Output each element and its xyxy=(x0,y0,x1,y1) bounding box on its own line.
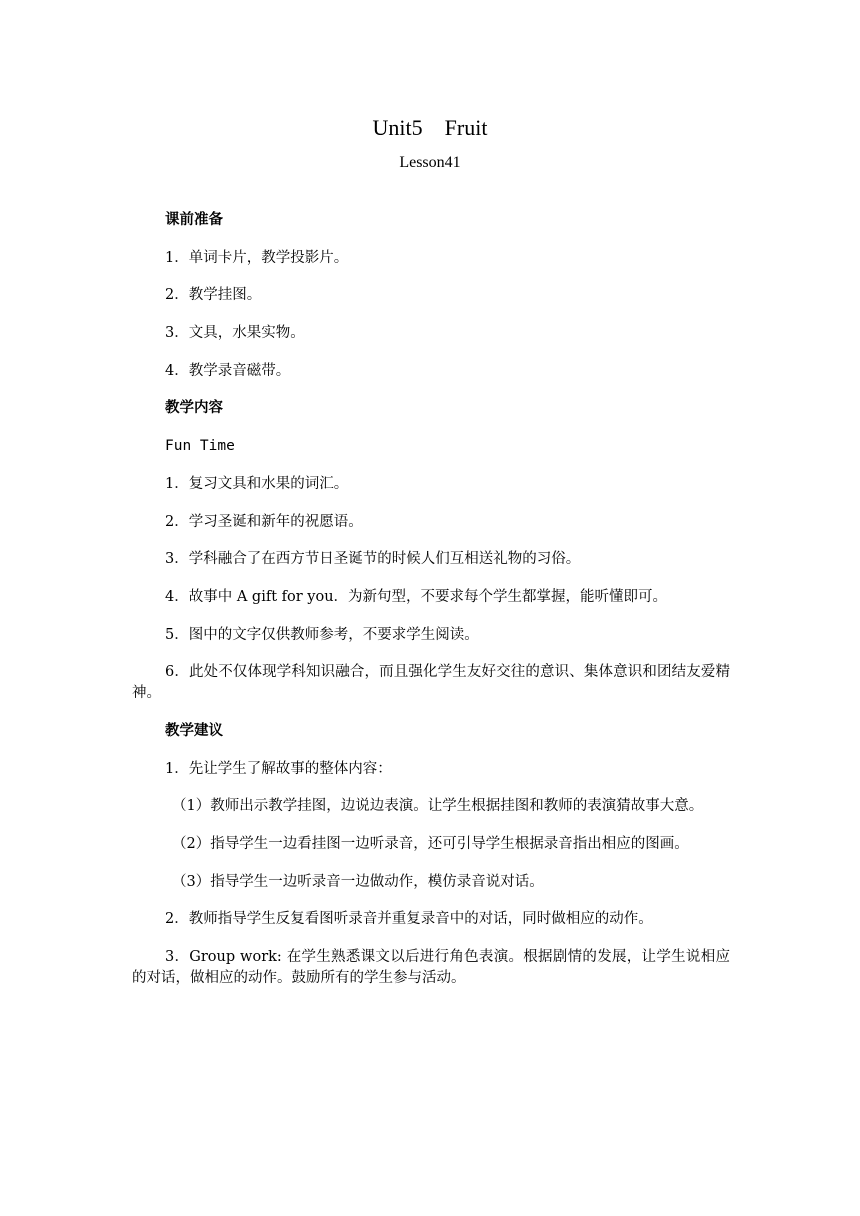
document-title xyxy=(0,114,860,142)
section-heading-content: 教学内容 xyxy=(165,400,223,417)
prep-item-3: 3．文具，水果实物。 xyxy=(165,325,305,342)
suggest-item-2: 2．教师指导学生反复看图听录音并重复录音中的对话，同时做相应的动作。 xyxy=(165,911,653,928)
unit-label: Unit5 xyxy=(372,115,423,140)
suggest-subitem-3: （3）指导学生一边听录音一边做动作，模仿录音说对话。 xyxy=(172,873,544,890)
content-item-3: 3．学科融合了在西方节日圣诞节的时候人们互相送礼物的习俗。 xyxy=(165,551,581,568)
content-subheading: Fun Time xyxy=(165,438,235,455)
content-item-6: 6．此处不仅体现学科知识融合，而且强化学生友好交往的意识、集体意识和团结友爱精神。 xyxy=(132,664,730,702)
suggest-subitem-1: （1）教师出示教学挂图，边说边表演。让学生根据挂图和教师的表演猜故事大意。 xyxy=(172,798,704,815)
topic-label: Fruit xyxy=(444,115,488,140)
document-body xyxy=(132,210,730,1006)
prep-item-2: 2．教学挂图。 xyxy=(165,287,262,304)
section-heading-prep: 课前准备 xyxy=(165,212,223,228)
prep-item-1: 1．单词卡片，教学投影片。 xyxy=(165,249,349,266)
suggest-item-3: 3．Group work: 在学生熟悉课文以后进行角色表演。根据剧情的发展，让学生说相应的对话，做相应的动作。鼓励所有的学生参与活动。 xyxy=(132,949,730,987)
content-item-2: 2．学习圣诞和新年的祝愿语。 xyxy=(165,513,363,530)
content-item-5: 5．图中的文字仅供教师参考，不要求学生阅读。 xyxy=(165,626,479,643)
suggest-item-1: 1．先让学生了解故事的整体内容： xyxy=(165,760,392,777)
suggest-subitem-2: （2）指导学生一边看挂图一边听录音，还可引导学生根据录音指出相应的图画。 xyxy=(172,836,689,852)
prep-item-4: 4．教学录音磁带。 xyxy=(165,362,291,379)
content-item-4: 4．故事中 A gift for you．为新句型，不要求每个学生都掌握，能听懂即可。 xyxy=(165,588,668,605)
section-heading-suggest: 教学建议 xyxy=(165,722,223,739)
content-item-1: 1．复习文具和水果的词汇。 xyxy=(165,475,349,492)
lesson-subtitle: Lesson41 xyxy=(399,154,461,171)
